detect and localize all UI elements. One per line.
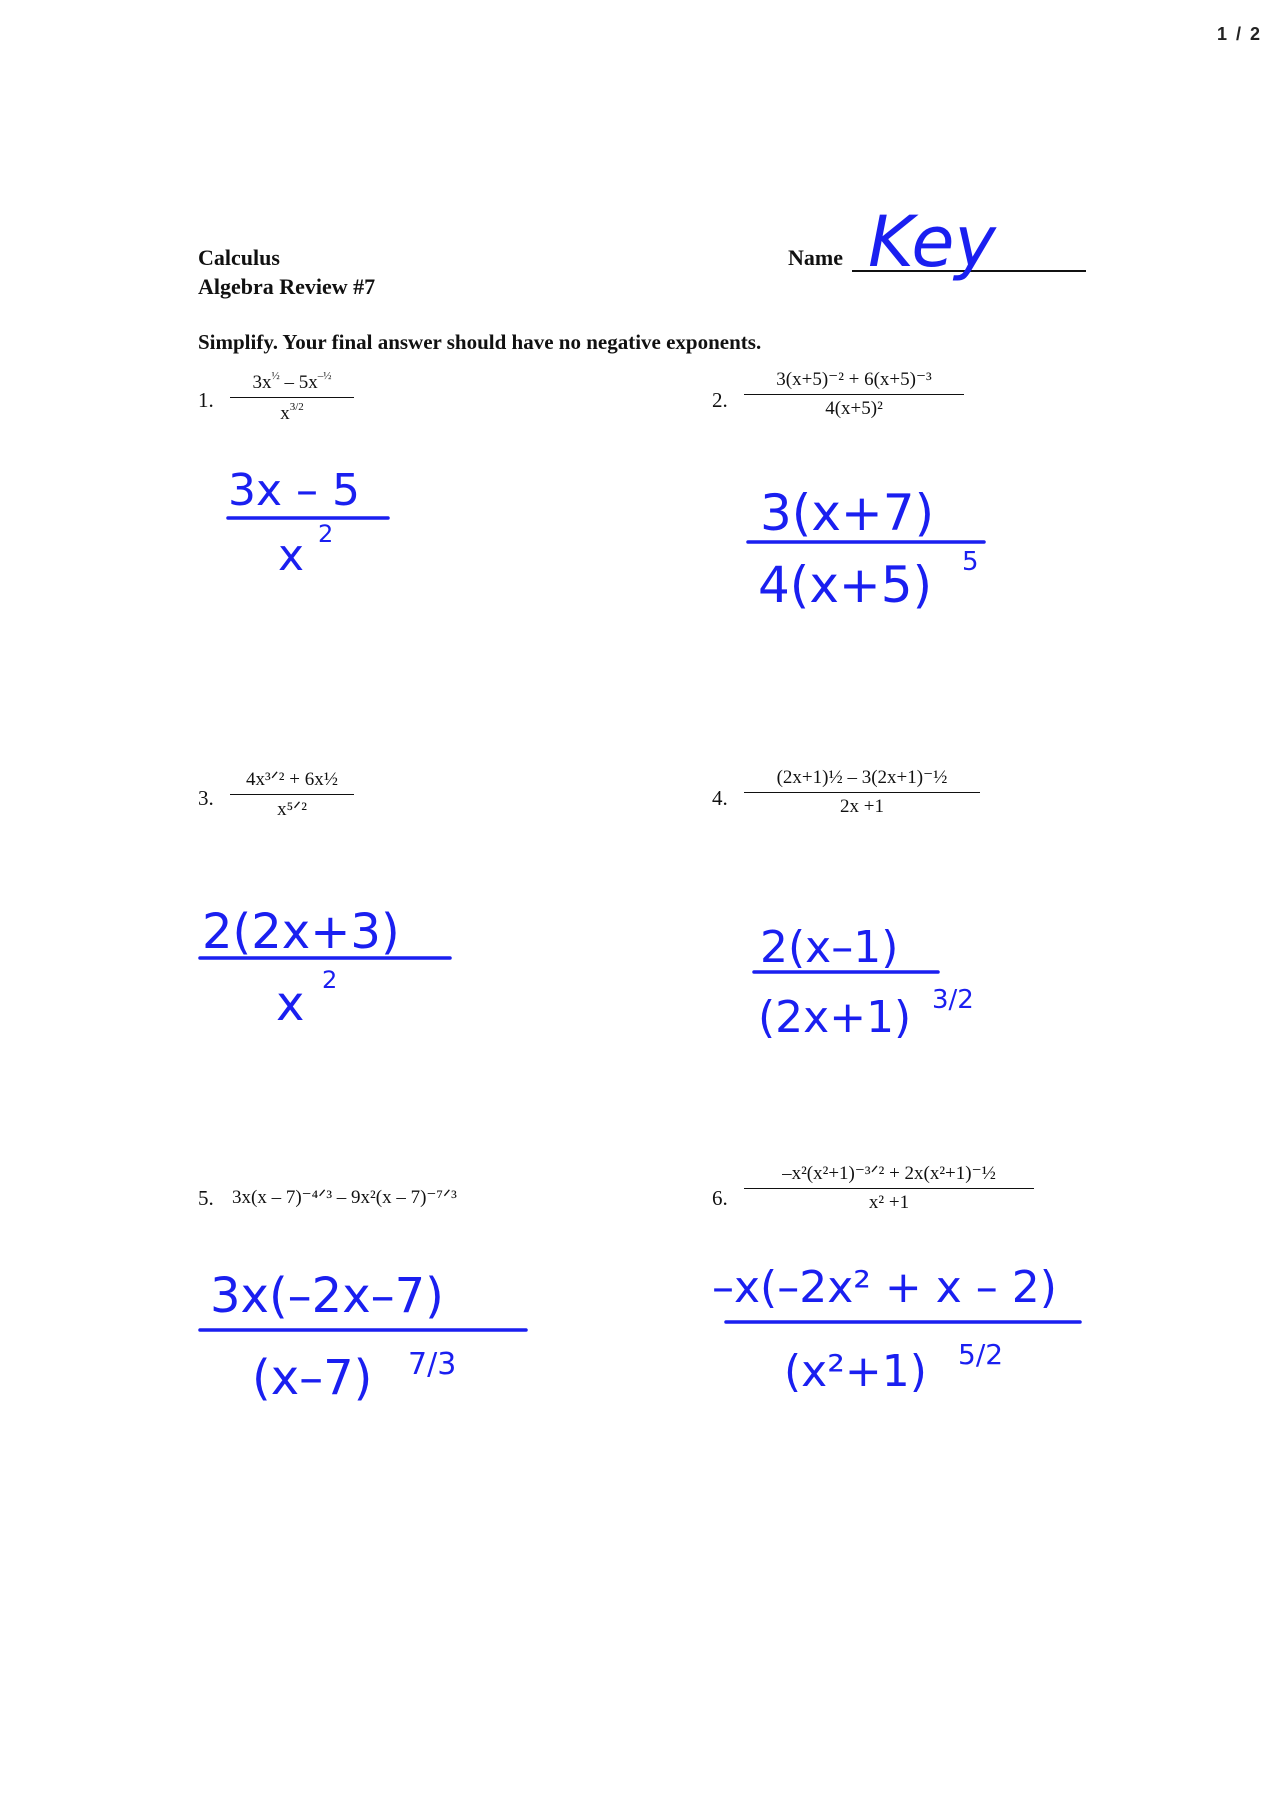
problem-3-number: 3. [198, 786, 214, 810]
problem-4-number: 4. [712, 786, 728, 810]
problem-2-expression: $\frac{\text{3(x+5)⁻² + 6(x+5)⁻³}}{\text{4(x+5)²}}$ [744, 368, 964, 420]
answer-3 [196, 890, 466, 1040]
answer-6-numerator: –x(–2x² + x – 2) [712, 1262, 1057, 1313]
answer-1-exponent: 2 [318, 520, 334, 548]
answer-5-exponent: 7/3 [408, 1347, 457, 1382]
page-counter: 1 / 2 [1216, 24, 1262, 44]
problem-5-expression: 3x(x – 7)⁻⁴ᐟ³ – 9x²(x – 7)⁻⁷ᐟ³ [232, 1187, 457, 1208]
name-field [788, 190, 1088, 283]
answer-2-numerator: 3(x+7) [760, 484, 935, 542]
answer-4-denominator: (2x+1) [758, 992, 912, 1043]
answer-3-numerator: 2(2x+3) [202, 904, 400, 960]
problem-6-number: 6. [712, 1186, 728, 1210]
answer-4-numerator: 2(x–1) [760, 922, 899, 973]
answer-1-numerator: 3x – 5 [228, 465, 360, 516]
course-title: Calculus [198, 245, 280, 270]
problem-6-expression: –x²(x²+1)⁻³ᐟ² + 2x(x²+1)⁻½ x² +1 [744, 1162, 1034, 1214]
answer-4-exponent: 3/2 [932, 985, 974, 1015]
name-value: Key [868, 201, 996, 283]
instructions: Simplify. Your final answer should have no negative exponents. [198, 330, 762, 354]
answer-1-denominator: x [278, 530, 305, 581]
answer-5 [196, 1254, 536, 1424]
problem-4-expression: $\frac{\text{(2x+1)½ – 3(2x+1)⁻½}}{2x +1}$ [744, 766, 980, 818]
problem-5-number: 5. [198, 1186, 214, 1210]
handwritten-name [858, 190, 1098, 290]
answer-4 [748, 912, 1018, 1062]
answer-6 [708, 1246, 1088, 1416]
problem-3-expression: 4x³ᐟ² + 6x½ x⁵ᐟ² [230, 768, 354, 821]
answer-3-exponent: 2 [322, 966, 338, 994]
answer-6-denominator: (x²+1) [784, 1346, 927, 1397]
answer-1 [218, 460, 418, 590]
answer-2-denominator: 4(x+5) [758, 556, 933, 614]
answer-2 [740, 470, 1010, 640]
answer-3-denominator: x [276, 976, 305, 1032]
answer-2-exponent: 5 [962, 547, 979, 577]
problem-1-expression: $\frac{3x^{\frac{1}{2}} - 5x^{-\frac{1}{2}}}{x^{3/2}}$ [230, 370, 354, 425]
problem-1-number: 1. [198, 388, 214, 412]
name-label: Name [788, 245, 843, 270]
assignment-title: Algebra Review #7 [198, 274, 376, 299]
answer-5-numerator: 3x(–2x–7) [210, 1268, 444, 1324]
answer-5-denominator: (x–7) [252, 1350, 373, 1406]
answer-6-exponent: 5/2 [958, 1338, 1004, 1371]
problem-2-number: 2. [712, 388, 728, 412]
